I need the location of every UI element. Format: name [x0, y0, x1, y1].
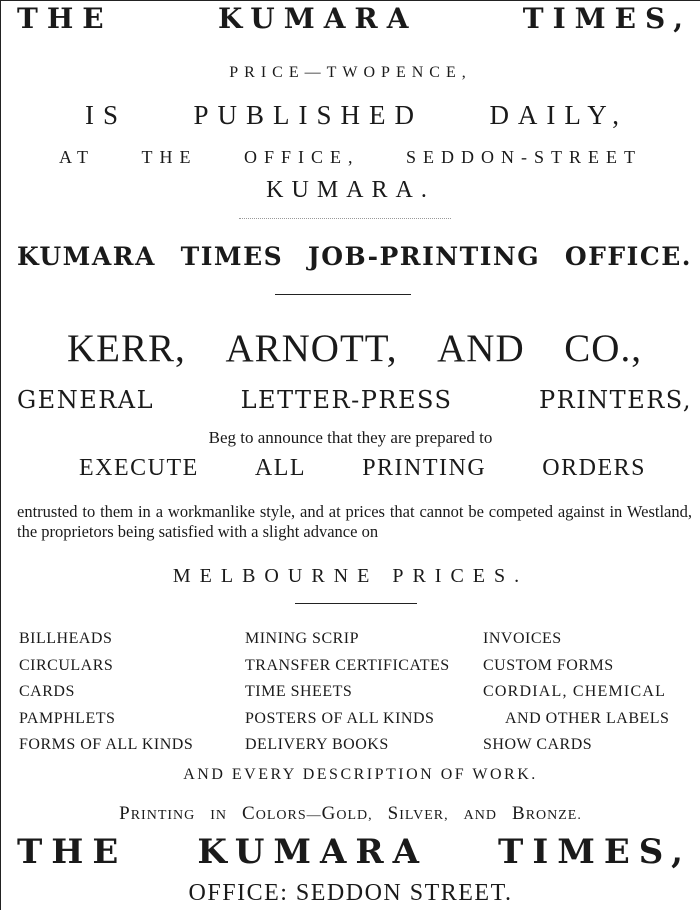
masthead-top-word-1: THE [17, 2, 113, 35]
colors-word-2: IN [210, 808, 228, 823]
trade-word-2: LETTER-PRESS [240, 386, 453, 414]
column-1-item: CIRCULARS [19, 656, 114, 674]
firm-word-4: CO., [564, 327, 642, 370]
column-1-item: BILLHEADS [19, 630, 113, 647]
top-border-rule [1, 0, 700, 1]
column-3-item: AND OTHER LABELS [505, 709, 670, 727]
colors-word-6: AND [463, 808, 497, 823]
colors-word-5: SILVER, [387, 803, 449, 824]
column-3-item: INVOICES [483, 630, 562, 647]
announce-line: Beg to announce that they are prepared to [208, 428, 493, 447]
dotted-separator [239, 218, 451, 219]
masthead-bottom-word-1: THE [17, 832, 128, 872]
colors-line [1, 803, 700, 825]
published-word-1: IS [85, 100, 128, 130]
execute-line [79, 455, 646, 482]
execute-word-3: PRINTING [362, 455, 487, 481]
masthead-top-word-2: KUMARA [217, 2, 418, 35]
column-2-item: DELIVERY BOOKS [245, 736, 389, 753]
column-1-item: FORMS OF ALL KINDS [19, 736, 194, 753]
office-word-1: AT [59, 147, 95, 167]
trade-line [17, 386, 692, 414]
published-line [85, 100, 628, 131]
column-2-item: TIME SHEETS [245, 683, 353, 700]
trade-word-1: GENERAL [17, 386, 155, 414]
masthead-bottom-word-3: TIMES, [498, 832, 692, 872]
office-word-4: SEDDON-STREET [405, 147, 642, 167]
job-office-word-1: KUMARA [17, 242, 156, 271]
column-1-item: PAMPHLETS [19, 709, 116, 727]
column-2-item: POSTERS OF ALL KINDS [245, 709, 435, 727]
masthead-bottom-word-2: KUMARA [197, 832, 429, 872]
column-2 [245, 630, 450, 763]
section-rule-2 [295, 603, 417, 604]
firm-word-2: ARNOTT, [225, 327, 398, 370]
column-1 [19, 630, 193, 763]
column-2-item: TRANSFER CERTIFICATES [245, 656, 450, 674]
trade-word-3: PRINTERS, [538, 386, 692, 414]
office-word-2: THE [141, 147, 198, 167]
price-line: PRICE—TWOPENCE, [229, 64, 472, 81]
office-line [59, 147, 642, 168]
masthead-top-word-3: TIMES, [522, 2, 692, 35]
colors-word-4: GOLD, [321, 803, 373, 824]
firm-name [67, 326, 642, 371]
every-line: AND EVERY DESCRIPTION OF WORK. [183, 766, 538, 783]
column-1-item: CARDS [19, 683, 75, 700]
column-3-item: CORDIAL, CHEMICAL [483, 683, 667, 700]
execute-word-1: EXECUTE [79, 455, 199, 481]
job-office-word-4: OFFICE. [564, 242, 692, 271]
masthead-bottom [17, 832, 692, 872]
column-2-item: MINING SCRIP [245, 630, 360, 647]
masthead-top [17, 2, 692, 35]
job-office-line [17, 242, 692, 271]
job-office-word-2: TIMES [180, 242, 284, 271]
execute-word-4: ORDERS [542, 455, 646, 481]
section-rule-1 [275, 294, 411, 295]
column-3-item: CUSTOM FORMS [483, 656, 614, 674]
office-word-3: OFFICE, [243, 147, 360, 167]
column-3-item: SHOW CARDS [483, 736, 593, 753]
firm-word-1: KERR, [67, 327, 186, 370]
melbourne-line: MELBOURNE PRICES. [172, 565, 529, 587]
body-paragraph: entrusted to them in a workmanlike style, and at prices that cannot be competed against in Westland, the proprietors being satisfied with a slight advance on [17, 502, 692, 541]
job-office-word-3: JOB-PRINTING [307, 242, 541, 271]
published-word-2: PUBLISHED [193, 100, 423, 130]
office-footer: OFFICE: SEDDON STREET. [188, 880, 513, 906]
town-line: KUMARA. [266, 177, 435, 203]
colors-word-1: PRINTING [119, 803, 196, 824]
colors-word-3: COLORS— [242, 803, 322, 824]
execute-word-2: ALL [254, 455, 307, 481]
colors-word-7: BRONZE. [512, 803, 582, 824]
firm-word-3: AND [437, 327, 525, 370]
published-word-3: DAILY, [489, 100, 628, 130]
column-3 [483, 630, 693, 763]
